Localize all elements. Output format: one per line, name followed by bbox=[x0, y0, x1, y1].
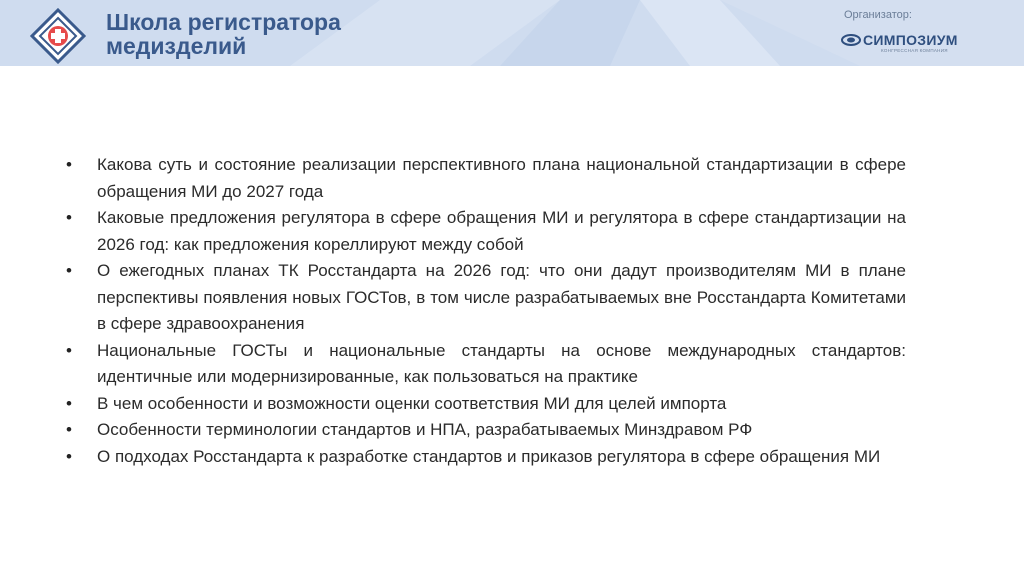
title-line-2: медизделий bbox=[106, 33, 247, 59]
bullet-icon: • bbox=[66, 446, 72, 466]
header-band bbox=[0, 0, 1024, 66]
organizer-name: СИМПОЗИУМ bbox=[863, 32, 958, 48]
list-item bbox=[66, 391, 906, 418]
bullet-icon: • bbox=[66, 261, 72, 280]
list-item-text: В чем особенности и возможности оценки соответствия МИ для целей импорта bbox=[97, 393, 727, 413]
list-item-text: Каковые предложения регулятора в сфере обращения МИ и регулятора в сфере стандартизации на 2026 год: как предложения кореллируют между собой bbox=[97, 208, 906, 254]
page-title bbox=[106, 10, 341, 58]
organizer-logo bbox=[841, 32, 971, 58]
organizer-subtitle: КОНГРЕССНАЯ КОМПАНИЯ bbox=[881, 48, 948, 53]
list-item-text: Какова суть и состояние реализации перспективного плана национальной стандартизации в сфере обращения МИ до 2027 года bbox=[97, 155, 906, 201]
list-item bbox=[66, 258, 906, 338]
bullet-icon: • bbox=[66, 420, 72, 439]
bullet-icon: • bbox=[66, 393, 72, 413]
list-item bbox=[66, 338, 906, 391]
bullet-icon: • bbox=[66, 155, 72, 174]
bullet-icon: • bbox=[66, 208, 72, 227]
bullet-icon: • bbox=[66, 340, 72, 360]
topics-list bbox=[66, 152, 906, 470]
list-item bbox=[66, 152, 906, 205]
list-item-text: Национальные ГОСТы и национальные стандарты на основе международных стандартов: идентичные или модернизированные, как пользоваться на практике bbox=[97, 340, 906, 386]
list-item bbox=[66, 444, 906, 471]
organizer-label: Организатор: bbox=[844, 9, 912, 21]
list-item-text: О ежегодных планах ТК Росстандарта на 2026 год: что они дадут производителям МИ в плане перспективы появления новых ГОСТов, в том числе разрабатываемых вне Росстандарта Комитетами в сфере здравоохранения bbox=[97, 261, 906, 333]
organizer-mark-icon bbox=[841, 34, 861, 46]
school-logo bbox=[30, 8, 86, 64]
list-item-text: Особенности терминологии стандартов и НПА, разрабатываемых Минздравом РФ bbox=[97, 420, 753, 439]
list-item-text: О подходах Росстандарта к разработке стандартов и приказов регулятора в сфере обращения МИ bbox=[97, 446, 881, 466]
title-line-1: Школа регистратора bbox=[106, 9, 341, 35]
list-item bbox=[66, 417, 906, 444]
list-item bbox=[66, 205, 906, 258]
